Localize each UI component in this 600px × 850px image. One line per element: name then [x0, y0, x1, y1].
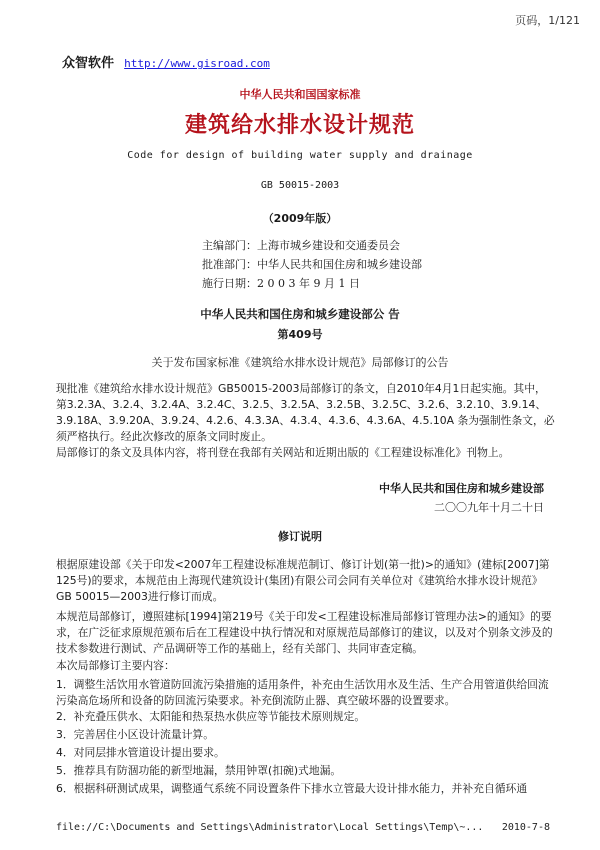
announcement-body: 现批准《建筑给水排水设计规范》GB50015-2003局部修订的条文，自2010年4月1日起实施。其中，第3.2.3A、3.2.4、3.2.4A、3.2.4C、3.2.5、3.2.5A、3.2.5B、3.2.5C、3.2.6、3.2.10、3.9.14、3.9.18A、3.9.20A、3.9.24、4.2.6、4.3.3A、4.3.4、4.3.6、4.3.6A、4.5.10A 条为强制性条文，必须严格执行。经此次修改的原条文同时废止。: [56, 382, 555, 443]
edition: （2009年版）: [262, 212, 338, 225]
revision-paragraph: 根据原建设部《关于印发<2007年工程建设标准规范制订、修订计划(第一批)>的通知》(建标[2007]第125号)的要求，本规范由上海现代建筑设计(集团)有限公司会同有关单位对《建筑给水排水设计规范》GB 50015—2003进行修订而成。: [56, 558, 550, 603]
site-line: [62, 52, 270, 71]
announcement-org: 中华人民共和国住房和城乡建设部公 告: [200, 307, 400, 321]
revision-item: 4．对同层排水管道设计提出要求。: [56, 746, 225, 759]
revision-item: 5．推荐具有防涸功能的新型地漏，禁用钟罩(扣碗)式地漏。: [56, 764, 342, 777]
editor-department: 主编部门：上海市城乡建设和交通委员会: [202, 239, 400, 252]
document-title: 建筑给水排水设计规范: [184, 113, 415, 138]
announcement-number: 第409号: [277, 328, 323, 341]
standard-code: GB 50015-2003: [260, 180, 340, 191]
approver-department: 批准部门：中华人民共和国住房和城乡建设部: [202, 258, 422, 271]
english-title: Code for design of building water supply and drainage: [127, 150, 473, 161]
revision-item: 6．根据科研测试成果，调整通气系统不同设置条件下排水立管最大设计排水能力，并补充自循环通: [56, 782, 528, 795]
revision-paragraph: 本规范局部修订，遵照建标[1994]第219号《关于印发<工程建设标准局部修订管理办法>的通知》的要求，在广泛征求原规范颁布后在工程建设中执行情况和对原规范局部修订的建议，以及对个别条文涉及的技术参数进行测试、产品调研等工作的基础上，经有关部门、共同审查定稿。: [56, 610, 553, 655]
revision-intro: 本次局部修订主要内容：: [56, 659, 175, 672]
revision-item: 3．完善居住小区设计流量计算。: [56, 728, 215, 741]
revision-heading: 修订说明: [278, 530, 322, 543]
issue-date: 二〇〇九年十月二十日: [434, 501, 544, 514]
site-link[interactable]: http://www.gisroad.com: [124, 57, 270, 70]
brand-name: 众智软件: [62, 56, 115, 71]
revision-item: 2．补充叠压供水、太阳能和热泵热水供应等节能技术原则规定。: [56, 710, 366, 723]
footer-date: 2010-7-8: [501, 822, 550, 833]
announcement-body-2: 局部修订的条文及具体内容，将刊登在我部有关网站和近期出版的《工程建设标准化》刊物上。: [56, 446, 510, 459]
effective-date: 施行日期：2 0 0 3 年 9 月 1 日: [202, 277, 360, 290]
page-number: 页码，1/121: [515, 14, 580, 27]
footer-file-path: file://C:\Documents and Settings\Administrator\Local Settings\Temp\~...: [56, 822, 484, 833]
standard-label: 中华人民共和国国家标准: [239, 88, 361, 101]
issuer: 中华人民共和国住房和城乡建设部: [379, 482, 544, 495]
revision-item: 1．调整生活饮用水管道防回流污染措施的适用条件，补充由生活饮用水及生活、生产合用管道供给回流污染高危场所和设备的防回流污染要求。补充倒流防止器、真空破坏器的设置要求。: [56, 678, 549, 707]
announcement-title: 关于发布国家标准《建筑给水排水设计规范》局部修订的公告: [151, 356, 449, 369]
